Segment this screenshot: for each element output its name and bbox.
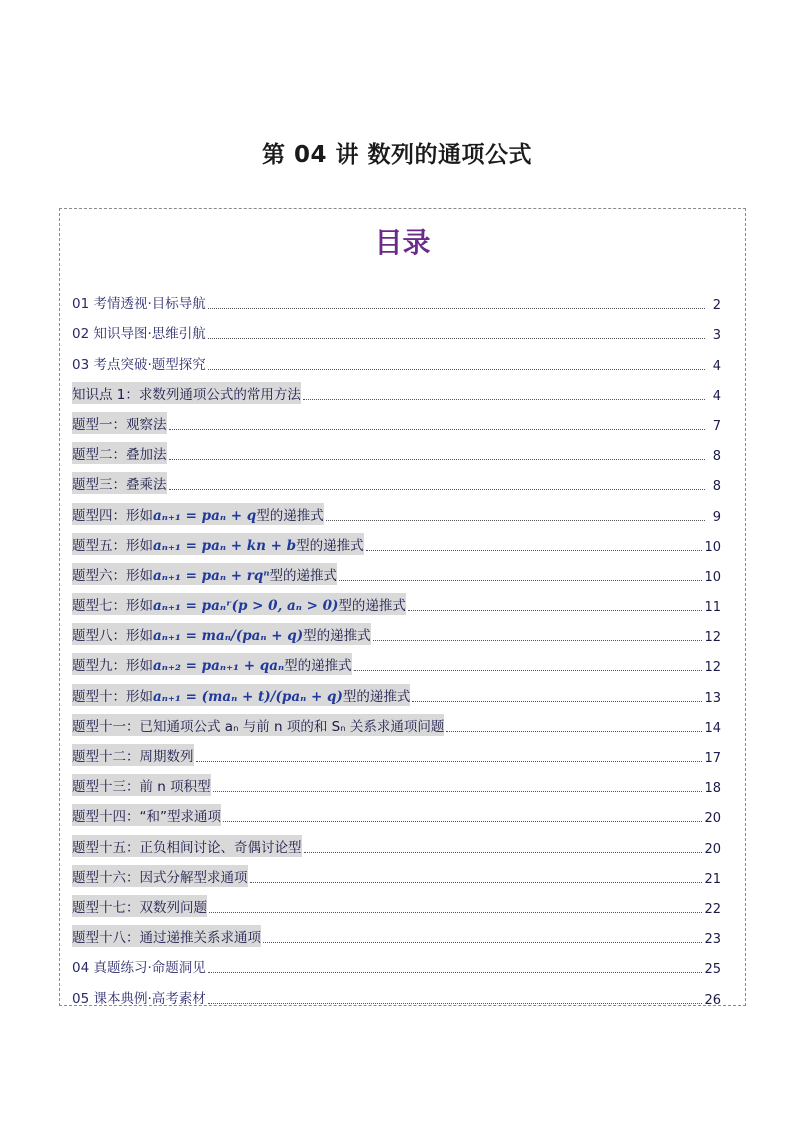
toc-entry[interactable] [72, 283, 721, 313]
toc-page-number: 8 [712, 449, 721, 465]
toc-dot-leader [209, 911, 702, 913]
toc-page-number: 12 [704, 660, 721, 676]
toc-entry-title: 04 真题练习·命题洞见 [72, 960, 206, 977]
toc-page-number: 20 [704, 811, 721, 827]
toc-entry-title: 05 课本典例·高考素材 [72, 990, 206, 1007]
toc-entry-suffix: 型的递推式 [303, 628, 371, 645]
toc-page-number: 26 [704, 992, 721, 1008]
toc-entry[interactable] [72, 826, 721, 856]
toc-entry[interactable] [72, 675, 721, 705]
toc-dot-leader [169, 488, 706, 490]
toc-page-number: 10 [704, 539, 721, 555]
toc-entry-formula: aₙ₊₁ = paₙ + kn + b [153, 537, 297, 554]
toc-entry-title: 01 考情透视·目标导航 [72, 296, 206, 313]
toc-page-number: 18 [704, 781, 721, 797]
toc-entry-label[interactable] [72, 653, 352, 675]
toc-page-number: 7 [712, 418, 721, 434]
toc-entry-label[interactable] [72, 955, 206, 977]
document-title: 第 04 讲 数列的通项公式 [261, 142, 533, 168]
toc-entry-title: 题型七：形如 [72, 598, 153, 615]
toc-page-number: 12 [704, 630, 721, 646]
toc-page-number: 21 [704, 871, 721, 887]
toc-entry-title: 题型九：形如 [72, 658, 153, 675]
toc-page-number: 10 [704, 569, 721, 585]
toc-entry-label[interactable] [72, 593, 406, 615]
table-of-contents [59, 208, 746, 1006]
toc-entry-label[interactable] [72, 352, 206, 374]
toc-entry[interactable] [72, 434, 721, 464]
toc-entry-title: 题型十二：周期数列 [72, 749, 194, 765]
toc-page-number: 11 [704, 600, 721, 616]
toc-entry-formula: aₙ₊₁ = paₙ + rqⁿ [153, 567, 270, 584]
toc-entry-title: 题型十一：已知通项公式 aₙ 与前 n 项的和 Sₙ 关系求通项问题 [72, 718, 445, 735]
toc-dot-leader [408, 609, 703, 611]
toc-entry[interactable] [72, 404, 721, 434]
toc-entry[interactable] [72, 706, 721, 736]
toc-entry-suffix: 型的递推式 [269, 567, 337, 584]
toc-page-number: 4 [712, 358, 721, 374]
toc-entry[interactable] [72, 464, 721, 494]
toc-dot-leader [354, 669, 703, 671]
toc-entry-title: 题型一：观察法 [72, 416, 167, 433]
toc-entry[interactable] [72, 313, 721, 343]
toc-entry-title: 题型八：形如 [72, 628, 153, 645]
toc-entry-title: 题型十八：通过递推关系求通项 [72, 930, 261, 947]
toc-entry-label[interactable] [72, 744, 194, 766]
toc-entry-label[interactable] [72, 472, 167, 494]
toc-dot-leader [213, 790, 703, 792]
toc-dot-leader [250, 881, 703, 883]
toc-dot-leader [169, 428, 706, 430]
toc-page-number: 9 [712, 509, 721, 525]
toc-page-number: 3 [712, 328, 721, 344]
toc-dot-leader [208, 307, 705, 309]
toc-dot-leader [263, 941, 702, 943]
toc-dot-leader [326, 519, 705, 521]
toc-dot-leader [208, 368, 705, 370]
toc-entry-title: 题型十七：双数列问题 [72, 899, 207, 916]
toc-entry-title: 题型十四：“和”型求通项 [72, 809, 221, 826]
toc-entry-label[interactable] [72, 925, 261, 947]
toc-entry-label[interactable] [72, 865, 248, 887]
toc-dot-leader [412, 700, 702, 702]
toc-entry[interactable] [72, 615, 721, 645]
toc-entry[interactable] [72, 736, 721, 766]
toc-entry-label[interactable] [72, 503, 324, 525]
toc-list [72, 283, 721, 1008]
toc-entry-title: 题型六：形如 [72, 567, 153, 584]
toc-entry-label[interactable] [72, 714, 444, 736]
toc-dot-leader [339, 579, 702, 581]
toc-dot-leader [169, 458, 706, 460]
toc-entry-suffix: 型的递推式 [284, 658, 352, 675]
toc-page-number: 25 [704, 962, 721, 978]
toc-entry-label[interactable] [72, 895, 207, 917]
toc-entry[interactable] [72, 555, 721, 585]
toc-dot-leader [208, 1002, 703, 1004]
toc-entry-label[interactable] [72, 533, 364, 555]
toc-entry-label[interactable] [72, 321, 206, 343]
toc-page-number: 20 [704, 841, 721, 857]
toc-dot-leader [208, 337, 705, 339]
toc-entry-label[interactable] [72, 442, 167, 464]
toc-entry-label[interactable] [72, 804, 221, 826]
toc-entry-title: 03 考点突破·题型探究 [72, 356, 206, 373]
toc-entry[interactable] [72, 766, 721, 796]
toc-entry-title: 题型四：形如 [72, 507, 153, 524]
toc-entry[interactable] [72, 645, 721, 675]
toc-entry-suffix: 型的递推式 [342, 688, 411, 705]
toc-page-number: 2 [712, 298, 721, 314]
toc-entry-formula: aₙ₊₁ = paₙʳ(p > 0, aₙ > 0) [153, 598, 339, 615]
toc-entry[interactable] [72, 857, 721, 887]
toc-entry[interactable] [72, 887, 721, 917]
toc-dot-leader [366, 549, 703, 551]
toc-page-number: 8 [712, 479, 721, 495]
toc-entry-label[interactable] [72, 382, 301, 404]
toc-page-number: 13 [704, 690, 721, 706]
toc-entry-label[interactable] [72, 774, 211, 796]
toc-entry-formula: aₙ₊₁ = (maₙ + t)/(paₙ + q) [153, 688, 343, 705]
toc-entry-label[interactable] [72, 412, 167, 434]
toc-entry-label[interactable] [72, 563, 337, 585]
toc-entry[interactable] [72, 343, 721, 373]
toc-entry-suffix: 型的递推式 [338, 598, 406, 615]
toc-dot-leader [304, 851, 703, 853]
toc-page-number: 23 [704, 932, 721, 948]
toc-entry-title: 02 知识导图·思维引航 [72, 326, 206, 343]
toc-entry[interactable] [72, 585, 721, 615]
toc-entry-formula: aₙ₊₁ = paₙ + q [153, 507, 257, 524]
toc-entry[interactable] [72, 525, 721, 555]
toc-entry-label[interactable] [72, 291, 206, 313]
toc-entry-title: 题型二：叠加法 [72, 447, 167, 464]
toc-heading: 目录 [374, 226, 431, 259]
toc-entry-label[interactable] [72, 835, 302, 857]
toc-entry-formula: aₙ₊₁ = maₙ/(paₙ + q) [153, 628, 304, 645]
toc-page-number: 4 [712, 388, 721, 404]
toc-entry-title: 题型十六：因式分解型求通项 [72, 869, 248, 886]
toc-entry-title: 题型五：形如 [72, 537, 153, 554]
toc-entry-formula: aₙ₊₂ = paₙ₊₁ + qaₙ [153, 658, 285, 675]
toc-entry[interactable] [72, 374, 721, 404]
toc-entry[interactable] [72, 917, 721, 947]
toc-entry-title: 题型十：形如 [72, 688, 153, 705]
toc-entry-title: 题型三：叠乘法 [72, 477, 167, 494]
toc-entry-label[interactable] [72, 684, 410, 706]
toc-entry-title: 题型十五：正负相间讨论、奇偶讨论型 [72, 839, 302, 856]
toc-entry-title: 知识点 1：求数列通项公式的常用方法 [72, 386, 301, 403]
toc-entry-suffix: 型的递推式 [296, 537, 364, 554]
toc-dot-leader [196, 760, 703, 762]
toc-entry[interactable] [72, 977, 721, 1007]
toc-dot-leader [373, 639, 703, 641]
toc-entry[interactable] [72, 494, 721, 524]
toc-entry-label[interactable] [72, 986, 206, 1008]
toc-entry[interactable] [72, 796, 721, 826]
toc-dot-leader [223, 820, 702, 822]
toc-page-number: 22 [704, 901, 721, 917]
toc-page-number: 17 [704, 751, 721, 766]
toc-entry-title: 题型十三：前 n 项积型 [72, 779, 211, 796]
toc-page-number: 14 [704, 720, 721, 736]
toc-dot-leader [208, 971, 703, 973]
toc-entry-label[interactable] [72, 623, 371, 645]
toc-entry[interactable] [72, 947, 721, 977]
toc-entry-suffix: 型的递推式 [256, 507, 324, 524]
toc-dot-leader [303, 398, 705, 400]
toc-dot-leader [446, 730, 702, 732]
